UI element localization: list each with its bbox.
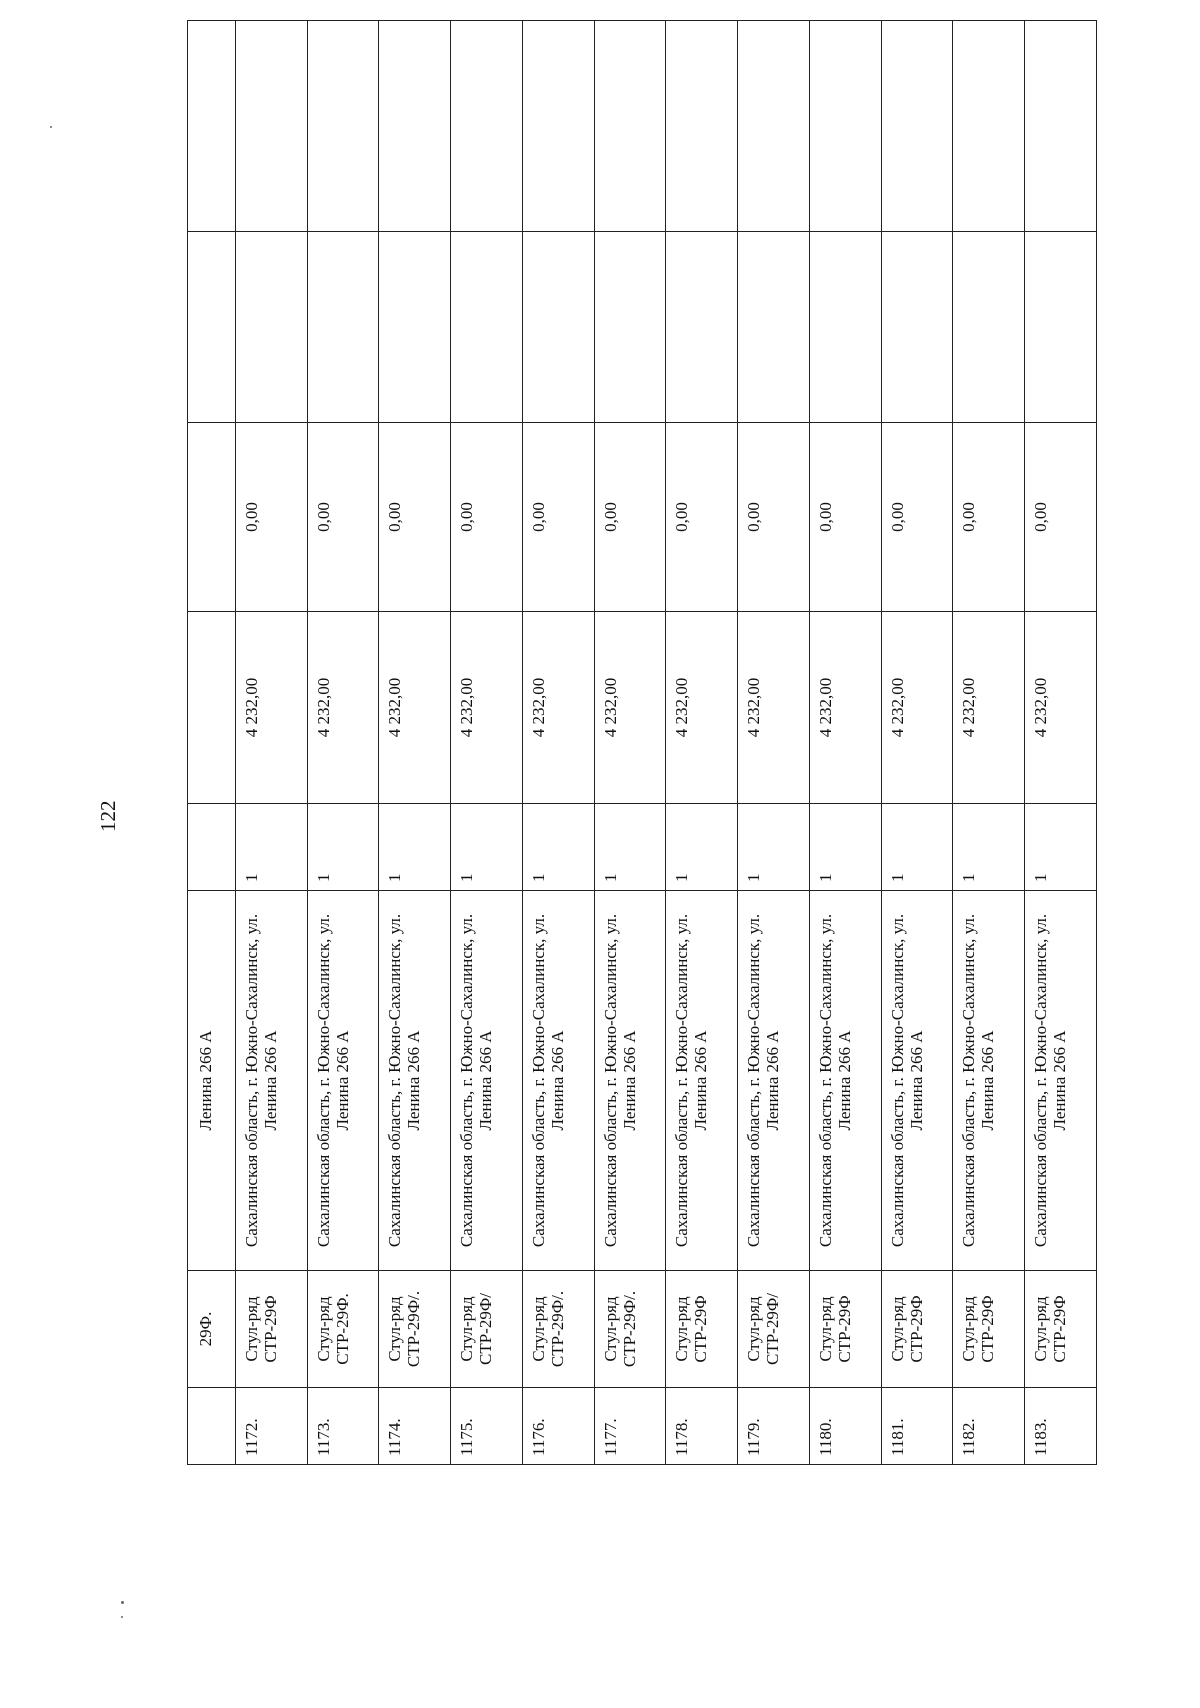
residual-cell: 0,00 [235,423,307,612]
empty-cell [451,232,523,423]
empty-cell [1025,21,1097,232]
table-row [881,21,953,1465]
residual-cell: 0,00 [379,423,451,612]
address-cell: Сахалинская область, г. Южно-Сахалинск, ул. Ленина 266 А [451,891,523,1271]
empty-cell [666,232,738,423]
scan-speck [121,1616,123,1618]
address-cell: Сахалинская область, г. Южно-Сахалинск, ул. Ленина 266 А [594,891,666,1271]
num-cell: 1181. [881,1388,953,1465]
empty-cell [522,21,594,232]
asset-table-container [187,57,1097,1465]
empty-cell [953,21,1025,232]
name-cell: Стул-ряд СТР-29Ф/ [451,1271,523,1388]
empty-cell [738,21,810,232]
qty-cell: 1 [235,804,307,891]
qty-cell: 1 [451,804,523,891]
empty-cell [809,21,881,232]
cost-cell: 4 232,00 [738,612,810,804]
residual-cell: 0,00 [738,423,810,612]
name-cell: Стул-ряд СТР-29Ф [881,1271,953,1388]
empty-cell [307,232,379,423]
num-cell: 1174. [379,1388,451,1465]
residual-cell: 0,00 [522,423,594,612]
qty-cell: 1 [809,804,881,891]
address-cell: Ленина 266 А [188,891,236,1271]
qty-cell: 1 [666,804,738,891]
cost-cell: 4 232,00 [379,612,451,804]
qty-cell: 1 [953,804,1025,891]
name-cell: Стул-ряд СТР-29Ф [809,1271,881,1388]
table-row [522,21,594,1465]
table-row [1025,21,1097,1465]
empty-cell [235,21,307,232]
cost-cell: 4 232,00 [594,612,666,804]
empty-cell [953,232,1025,423]
cost-cell: 4 232,00 [522,612,594,804]
num-cell [188,1388,236,1465]
table-row [738,21,810,1465]
num-cell: 1173. [307,1388,379,1465]
empty-cell [666,21,738,232]
empty-cell [188,21,236,232]
qty-cell: 1 [379,804,451,891]
continuation-row [188,21,236,1465]
residual-cell: 0,00 [881,423,953,612]
name-cell: Стул-ряд СТР-29Ф/. [594,1271,666,1388]
name-cell: Стул-ряд СТР-29Ф/ [738,1271,810,1388]
name-cell: Стул-ряд СТР-29Ф/. [379,1271,451,1388]
empty-cell [307,21,379,232]
residual-cell: 0,00 [594,423,666,612]
table-row [594,21,666,1465]
name-cell: Стул-ряд СТР-29Ф [235,1271,307,1388]
qty-cell: 1 [881,804,953,891]
residual-cell: 0,00 [1025,423,1097,612]
name-cell: Стул-ряд СТР-29Ф. [307,1271,379,1388]
num-cell: 1172. [235,1388,307,1465]
qty-cell [188,804,236,891]
cost-cell: 4 232,00 [451,612,523,804]
address-cell: Сахалинская область, г. Южно-Сахалинск, ул. Ленина 266 А [379,891,451,1271]
name-cell: Стул-ряд СТР-29Ф [666,1271,738,1388]
empty-cell [594,21,666,232]
qty-cell: 1 [738,804,810,891]
table-row [953,21,1025,1465]
empty-cell [451,21,523,232]
table-row [451,21,523,1465]
empty-cell [881,21,953,232]
residual-cell [188,423,236,612]
cost-cell: 4 232,00 [1025,612,1097,804]
cost-cell: 4 232,00 [666,612,738,804]
page-number: 122 [96,800,120,832]
table-row [307,21,379,1465]
table-row [809,21,881,1465]
address-cell: Сахалинская область, г. Южно-Сахалинск, ул. Ленина 266 А [235,891,307,1271]
empty-cell [379,21,451,232]
table-row [235,21,307,1465]
empty-cell [1025,232,1097,423]
cost-cell: 4 232,00 [307,612,379,804]
qty-cell: 1 [307,804,379,891]
empty-cell [809,232,881,423]
num-cell: 1182. [953,1388,1025,1465]
qty-cell: 1 [522,804,594,891]
address-cell: Сахалинская область, г. Южно-Сахалинск, ул. Ленина 266 А [953,891,1025,1271]
asset-table [187,20,1097,1465]
num-cell: 1177. [594,1388,666,1465]
residual-cell: 0,00 [666,423,738,612]
name-cell: 29Ф. [188,1271,236,1388]
empty-cell [235,232,307,423]
num-cell: 1179. [738,1388,810,1465]
scan-speck [50,126,52,128]
cost-cell [188,612,236,804]
address-cell: Сахалинская область, г. Южно-Сахалинск, ул. Ленина 266 А [522,891,594,1271]
cost-cell: 4 232,00 [953,612,1025,804]
empty-cell [594,232,666,423]
empty-cell [379,232,451,423]
table-row [666,21,738,1465]
address-cell: Сахалинская область, г. Южно-Сахалинск, ул. Ленина 266 А [881,891,953,1271]
cost-cell: 4 232,00 [235,612,307,804]
name-cell: Стул-ряд СТР-29Ф [953,1271,1025,1388]
num-cell: 1175. [451,1388,523,1465]
qty-cell: 1 [594,804,666,891]
empty-cell [738,232,810,423]
residual-cell: 0,00 [307,423,379,612]
qty-cell: 1 [1025,804,1097,891]
residual-cell: 0,00 [451,423,523,612]
cost-cell: 4 232,00 [809,612,881,804]
residual-cell: 0,00 [809,423,881,612]
num-cell: 1178. [666,1388,738,1465]
empty-cell [188,232,236,423]
address-cell: Сахалинская область, г. Южно-Сахалинск, ул. Ленина 266 А [738,891,810,1271]
num-cell: 1183. [1025,1388,1097,1465]
name-cell: Стул-ряд СТР-29Ф/. [522,1271,594,1388]
scan-speck [121,1601,124,1604]
residual-cell: 0,00 [953,423,1025,612]
name-cell: Стул-ряд СТР-29Ф [1025,1271,1097,1388]
empty-cell [881,232,953,423]
address-cell: Сахалинская область, г. Южно-Сахалинск, ул. Ленина 266 А [809,891,881,1271]
asset-table-body [188,21,1097,1465]
empty-cell [522,232,594,423]
address-cell: Сахалинская область, г. Южно-Сахалинск, ул. Ленина 266 А [1025,891,1097,1271]
table-row [379,21,451,1465]
address-cell: Сахалинская область, г. Южно-Сахалинск, ул. Ленина 266 А [307,891,379,1271]
address-cell: Сахалинская область, г. Южно-Сахалинск, ул. Ленина 266 А [666,891,738,1271]
num-cell: 1180. [809,1388,881,1465]
num-cell: 1176. [522,1388,594,1465]
cost-cell: 4 232,00 [881,612,953,804]
